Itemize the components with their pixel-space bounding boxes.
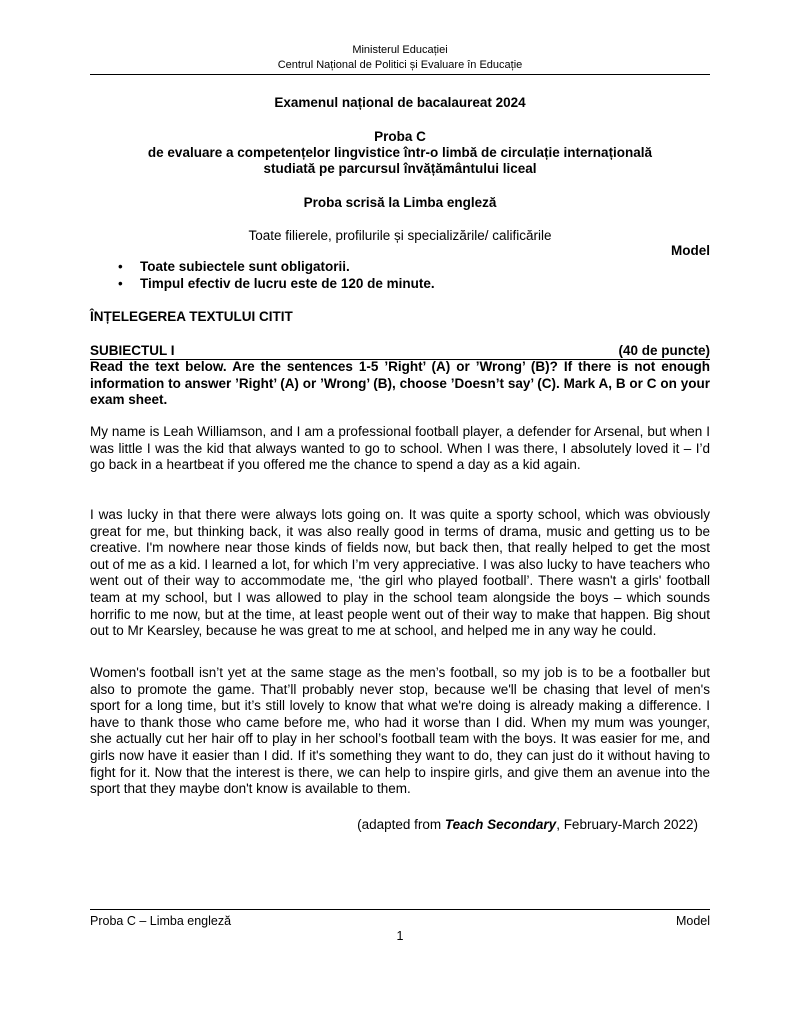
- footer-divider: [90, 909, 710, 910]
- bullet-text: Toate subiectele sunt obligatorii.: [140, 259, 350, 274]
- exam-title: Examenul național de bacalaureat 2024: [274, 95, 526, 110]
- model-label: Model: [671, 243, 710, 258]
- source-citation: [90, 817, 698, 833]
- source-suffix: , February-March 2022): [556, 817, 698, 832]
- reading-paragraph-1: My name is Leah Williamson, and I am a professional football player, a defender for Arsenal, but when I was little I was the kid that always wanted to go to school. When I was there, I absolutely loved it – I’d go back in a heartbeat if you offered me the chance to spend a day as a kid again.: [90, 424, 710, 473]
- header-center: Centrul Național de Politici și Evaluare în Educație: [277, 59, 523, 71]
- section-heading: ÎNȚELEGEREA TEXTULUI CITIT: [90, 309, 293, 324]
- subject-title: SUBIECTUL I: [90, 343, 175, 358]
- written-test-title: Proba scrisă la Limba engleză: [303, 195, 497, 210]
- subject-line: [90, 343, 710, 360]
- task-instructions: Read the text below. Are the sentences 1-5 ’Right’ (A) or ’Wrong’ (B)? If there is not enough information to answer ’Right’ (A) or ’Wrong’ (B), choose ’Doesn’t say’ (C). Mark A, B or C on your exam sheet.: [90, 359, 710, 408]
- reading-paragraph-3: Women's football isn’t yet at the same stage as the men’s football, so my job is to be a footballer but also to promote the game. That’ll probably never stop, because we'll be chasing that level of men's sport for a long time, but it’s still lovely to know that what we're doing is already making a difference. I have to thank those who came before me, who had it worse than I did. When my mum was younger, she actually cut her hair off to play in her school’s football team with the boys. It was easier for me, and girls now have it easier than I did. If it's something they want to do, they can just do it without having to fight for it. Now that the interest is there, we can help to inspire girls, and give them an avenue into the sport that they maybe don't know is available to them.: [90, 665, 710, 797]
- source-prefix: (adapted from: [357, 817, 445, 832]
- proba-title: Proba C: [374, 129, 426, 144]
- list-item: [115, 276, 695, 293]
- proba-description-line2: studiată pe parcursul învățământului liceal: [263, 161, 537, 176]
- reading-paragraph-2: I was lucky in that there were always lots going on. It was quite a sporty school, which was obviously great for me, but thinking back, it was also really good in terms of drama, music and getting us to be creative. I'm nowhere near those kinds of fields now, but back then, that really helped to get the most out of me as a kid. I learned a lot, for which I’m very appreciative. I was also lucky to have teachers who went out of their way to accommodate me, ‘the girl who played football’. There wasn't a girls' football team at my school, but I was allowed to play in the school team alongside the boys – which sounds horrific to me now, but at the time, at least people went out of their way to make that happen. Big shout out to Mr Kearsley, because he was great to me at school, and helped me in any way he could.: [90, 507, 710, 639]
- filiere-line: Toate filierele, profilurile și specializările/ calificările: [248, 228, 552, 243]
- footer-right: Model: [675, 914, 710, 928]
- footer-left: Proba C – Limba engleză: [90, 914, 232, 928]
- subject-points: (40 de puncte): [618, 343, 710, 358]
- proba-description-line1: de evaluare a competențelor lingvistice într-o limbă de circulație internațională: [147, 145, 653, 160]
- page-number: 1: [396, 929, 404, 943]
- list-item: [115, 259, 695, 276]
- bullet-text: Timpul efectiv de lucru este de 120 de minute.: [140, 275, 435, 291]
- header-ministry: Ministerul Educației: [352, 44, 448, 56]
- header-divider: [90, 74, 710, 75]
- instructions-list: [115, 259, 695, 292]
- bullet-icon: •: [118, 259, 123, 274]
- bullet-icon: •: [118, 275, 123, 291]
- source-publication: Teach Secondary: [444, 817, 557, 832]
